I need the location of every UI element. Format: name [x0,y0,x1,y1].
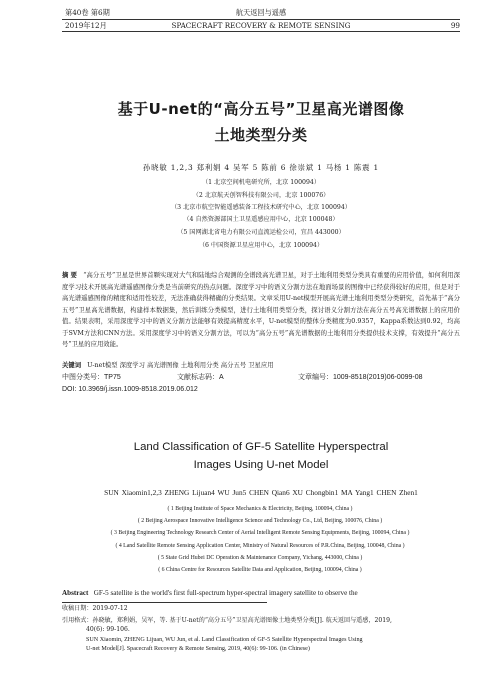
authors-en: SUN Xiaomin1,2,3 ZHENG Lijuan4 WU Jun5 CHEN Qian6 XU Chongbin1 MA Yang1 CHEN Zhen1 [104,488,418,497]
abstract-en [62,589,460,597]
affiliation-cn-5: （5 国网湖北省电力有限公司直流运检公司，宜昌 443000） [177,229,345,236]
title-cn-line2: 土地类型分类 [214,126,308,144]
affiliation-en-2: ( 2 Beijing Aerospace Innovative Intelligence Science and Technology Co., Ltd, Beijing, 100076, China ) [137,518,383,524]
affiliation-cn-1: （1 北京空间机电研究所，北京 100094） [201,179,321,186]
affiliation-en-6: ( 6 China Centre for Resources Satellite Data and Application, Beijing, 100094, China ) [158,567,362,573]
abstract-cn [62,270,460,351]
affiliation-cn-3: （3 北京市航空智能遥感装备工程技术研究中心，北京 100094） [171,204,351,211]
affiliation-en-4: ( 4 Land Satellite Remote Sensing Application Center, Ministry of Natural Resources of P.R.China, Beijing, 100048, China ) [115,543,405,549]
journal-name-en: SPACECRAFT RECOVERY & REMOTE SENSING [171,21,351,30]
title-en-line1: Land Classification of GF-5 Satellite Hyperspectral [133,441,389,453]
title-en-line2: Images Using U-net Model [193,459,329,471]
abstract-cn-text: “高分五号”卫星是世界首颗实现对大气和陆地综合观测的全谱段高光谱卫星，对于土地利用类型分类具有重要的应用价值，如何利用深度学习技术开展高光谱遥感图像分类是当前研究的热点问题。深度学习中的语义分割方法在地面场景的图像中已经获得较好的应用，但是对于高光谱遥感图像的精度和适用性较差，无法准确获得精确的分类结果。文章采用U-net模型开展高光谱土地利用类型分类研究，首先基于“高分五号”卫星高光谱数据，构建样本数据集，然后训练分类模型，进行土地利用类型分类，探讨语义分割方法在高分五号高光谱数据上的应用价值。结果表明，采用深度学习中的语义分割方法能够有效提高精度水平，U-net模型的整体分类精度为0.9357，Kappa系数达到0.92，均高于SVM方法和CNN方法。采用深度学习中的语义分割方法，可以为“高分五号”高光谱数据的土地利用分类提供技术支撑，有效提升“高分五号”卫星的应用效能。 [62,272,460,348]
authors-cn: 孙晓敏 1,2,3 郑利娟 4 吴军 5 陈前 6 徐崇斌 1 马杨 1 陈震 1 [142,163,379,172]
footnote-rule [62,602,267,603]
keywords-cn-text: U-net模型 深度学习 高光谱图像 土地利用分类 高分五号 卫星应用 [87,362,274,369]
keywords-cn-label: 关键词 [62,362,82,369]
received-date: 收稿日期：2019-07-12 [62,605,128,612]
doi: DOI: 10.3969/j.issn.1009-8518.2019.06.012 [62,386,198,393]
document-code: 文献标志码：A [177,374,224,381]
volume-issue: 第40卷 第6期 [65,8,110,17]
keywords-cn [62,360,460,369]
title-cn-line1: 基于U-net的“高分五号”卫星高光谱图像 [117,100,405,118]
affiliation-cn-2: （2 北京航天创智科技有限公司，北京 100076） [192,192,330,199]
clc-number: 中图分类号：TP75 [62,374,121,381]
citation-cn-line1: 引用格式：孙晓敏，郑利娟，吴军，等. 基于U-net的“高分五号”卫星高光谱图像土地类型分类[J]. 航天返回与遥感，2019, [62,617,392,624]
citation-en-line2: U-net Model[J]. Spacecraft Recovery & Remote Sensing, 2019, 40(6): 99-106. (in Chinese) [86,646,310,652]
issue-date: 2019年12月 [65,21,107,30]
abstract-cn-label: 摘 要 [62,272,78,279]
citation-en-line1: SUN Xiaomin, ZHENG Lijuan, WU Jun, et al. Land Classification of GF-5 Satellite Hyperspectral Images Using [86,637,363,643]
header-rule-thin [62,19,460,20]
citation-cn-line2: 40(6): 99-106. [86,626,130,633]
journal-name-cn: 航天返回与遥感 [235,8,287,17]
article-number: 文章编号：1009-8518(2019)06-0099-08 [298,374,423,381]
abstract-en-text: GF-5 satellite is the world's first full-spectrum hyper-spectral imagery satellite to observe the [93,589,358,597]
affiliation-en-1: ( 1 Beijing Institute of Space Mechanics & Electricity, Beijing, 100094, China ) [167,506,353,512]
affiliation-en-5: ( 5 State Grid Hubei DC Operation & Maintenance Company, Yichang, 443000, China ) [157,555,363,561]
abstract-en-label: Abstract [62,589,89,597]
affiliation-cn-6: （6 中国资源卫星应用中心，北京 100094） [198,242,324,249]
header-rule [62,31,460,32]
page-number: 99 [450,21,460,30]
affiliation-en-3: ( 3 Beijing Engineering Technology Research Center of Aerial Intelligent Remote Sensing Equipments, Beijing, 100094, China ) [110,530,410,536]
affiliation-cn-4: （4 自然资源部国土卫星遥感应用中心，北京 100048） [183,216,339,223]
